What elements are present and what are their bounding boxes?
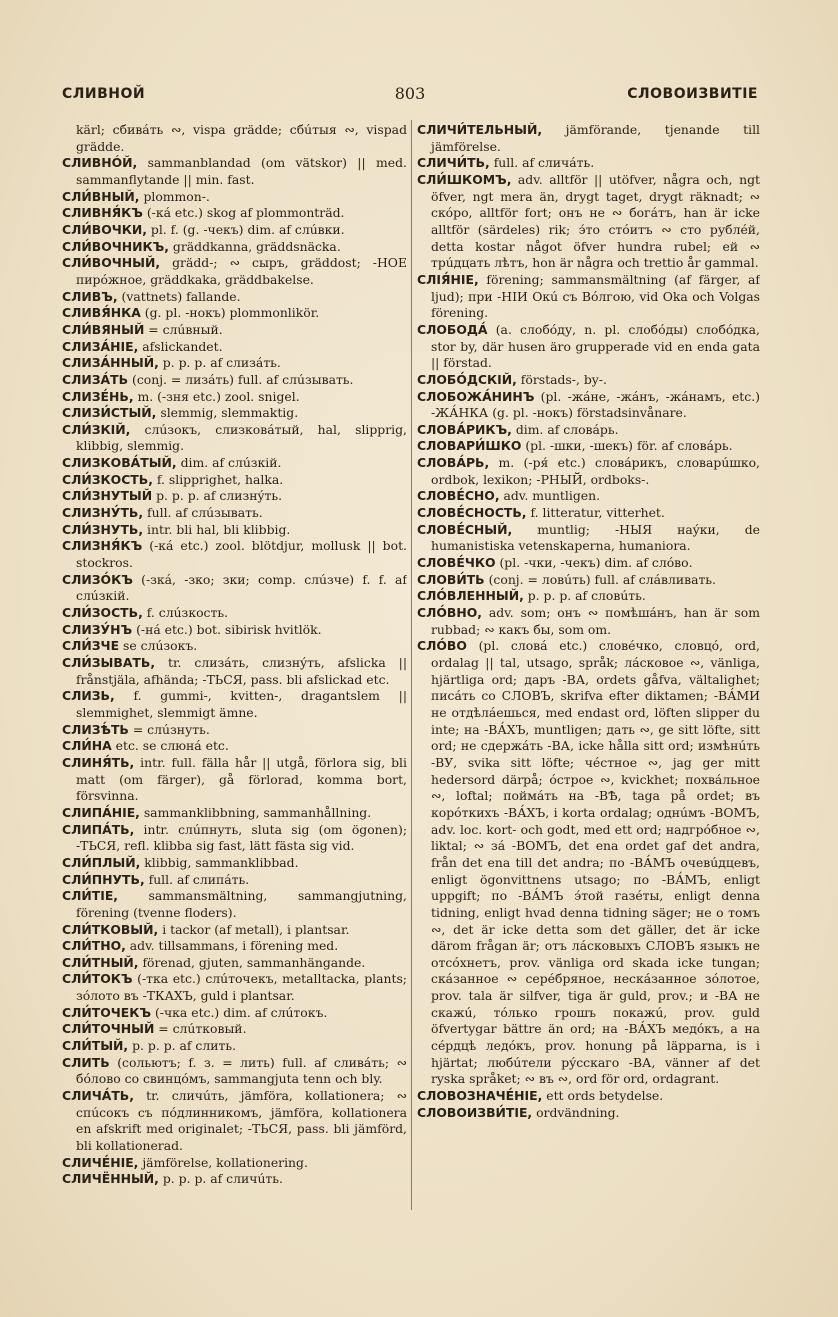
entry-headword: СЛИЗКОВА́ТЫЙ, (62, 455, 177, 471)
dictionary-entry (62, 1155, 407, 1172)
dictionary-entry (62, 722, 407, 739)
dictionary-entry (417, 572, 760, 589)
entry-headword: СЛИ́ТІЕ, (62, 888, 118, 904)
entry-definition: = слúзнуть. (132, 721, 210, 737)
dictionary-entry (62, 572, 407, 605)
dictionary-entry (62, 1171, 407, 1188)
dictionary-entry (62, 389, 407, 406)
entry-definition: förenad, gjuten, sammanhängande. (142, 954, 366, 970)
entry-definition: intr. full. fälla hår || utgå, förlora sig, bli matt (om färger), gå förlorad, komma bort, försvinna. (76, 754, 407, 804)
dictionary-entry (62, 1005, 407, 1022)
left-column (62, 122, 407, 1207)
entry-definition: p. p. p. af слизнýть. (156, 488, 283, 504)
entry-headword: СЛИ́ВНЫЙ, (62, 188, 140, 204)
entry-definition: (-чка etc.) dim. af слúтокъ. (154, 1004, 328, 1020)
dictionary-entry (417, 372, 760, 389)
entry-headword: СЛО́ВНО, (417, 605, 482, 621)
entry-headword: СЛИЧИ́ТЬ, (417, 155, 490, 171)
dictionary-entry (62, 355, 407, 372)
entry-headword: СЛИЧА́ТЬ, (62, 1088, 134, 1104)
entry-definition: (-тка etc.) слúточекъ, metalltacka, plants; зóлото въ -ТКАХЪ, guld i plantsar. (76, 971, 407, 1004)
dictionary-entry (417, 505, 760, 522)
entry-definition: grädd-; ∾ сыръ, gräddost; -НОЕ пирóжное, gräddkaka, gräddbakelse. (76, 255, 407, 287)
entry-definition: sammanblandad (om vätskor) || med. sammanflytande || min. fast. (76, 155, 407, 187)
dictionary-entry (62, 422, 407, 455)
entry-headword: СЛИНЯ́ТЬ, (62, 754, 135, 770)
dictionary-entry (417, 272, 760, 322)
entry-headword: СЛОВЕ́СНО, (417, 488, 500, 504)
entry-definition: pl. f. (g. -чекъ) dim. af слúвки. (150, 221, 345, 237)
entry-headword: СЛОВА́РИКЪ, (417, 421, 512, 437)
entry-headword: СЛИ́ВОЧКИ, (62, 221, 147, 237)
dictionary-entry (417, 172, 760, 272)
entry-headword: СЛИ́ЗОСТЬ, (62, 605, 143, 621)
entry-headword: СЛИВЯ́НКА (62, 305, 141, 321)
dictionary-entry (62, 289, 407, 306)
entry-headword: СЛИ́ПЛЫЙ, (62, 854, 141, 870)
dictionary-entry (62, 922, 407, 939)
entry-headword: СЛИЗНУ́ТЬ, (62, 505, 144, 521)
dictionary-entry (62, 738, 407, 755)
entry-definition: adv. tillsammans, i förening med. (129, 938, 339, 954)
entry-definition: se слúзокъ. (123, 638, 198, 654)
entry-headword: СЛИ́ТОКЪ (62, 971, 133, 987)
entry-headword: СЛИ́ТОЧЕКЪ (62, 1004, 151, 1020)
entry-definition: i tackor (af metall), i plantsar. (162, 921, 350, 937)
entry-definition: klibbig, sammanklibbad. (144, 854, 299, 870)
page-header (62, 84, 758, 106)
dictionary-entry (62, 372, 407, 389)
dictionary-entry (62, 605, 407, 622)
entry-headword: СЛОВЕ́СНЫЙ, (417, 521, 513, 537)
dictionary-entry (62, 339, 407, 356)
entry-definition: slemmig, slemmaktig. (160, 405, 299, 421)
entry-definition: p. p. p. af слизáть. (162, 355, 281, 371)
dictionary-entry (62, 488, 407, 505)
dictionary-entry (62, 322, 407, 339)
entry-headword: СЛИ́ЗКІЙ, (62, 421, 131, 437)
entry-definition: (conj. = ловúть) full. af слáвливать. (488, 571, 716, 587)
entry-headword: СЛИЗИ́СТЫЙ, (62, 405, 157, 421)
dictionary-entry (417, 422, 760, 439)
dictionary-entry (417, 1105, 760, 1122)
entry-definition: jämförelse, kollationering. (142, 1154, 308, 1170)
dictionary-entry (417, 638, 760, 1088)
entry-headword: СЛИ́ЗКОСТЬ, (62, 471, 153, 487)
dictionary-entry (62, 538, 407, 571)
header-left-guideword: СЛИВНОЙ (62, 86, 146, 102)
entry-headword: СЛІЯ́НІЕ, (417, 271, 479, 287)
dictionary-entry (62, 1055, 407, 1088)
entry-definition: (pl. -шки, -шекъ) för. af словáрь. (525, 438, 733, 454)
entry-headword: СЛИТЬ (62, 1054, 110, 1070)
entry-headword: СЛИ́ШКОМЪ, (417, 171, 512, 187)
dictionary-entry (417, 155, 760, 172)
entry-definition: förstads-, by-. (520, 371, 607, 387)
entry-definition: (pl. -жáне, -жáнъ, -жáнамъ, etc.) -ЖА́НКА (g. pl. -нокъ) förstadsinvånare. (431, 388, 760, 421)
entry-definition: etc. se слюнá etc. (115, 738, 229, 754)
entry-headword: СЛИ́ВЯНЫЙ (62, 321, 145, 337)
entry-headword: СЛИЗА́ННЫЙ, (62, 355, 159, 371)
entry-headword: СЛИВЪ, (62, 288, 118, 304)
entry-headword: СЛИЗА́НІЕ, (62, 338, 139, 354)
dictionary-entry (62, 805, 407, 822)
entry-headword: СЛИЧЕ́НІЕ, (62, 1154, 139, 1170)
entry-definition: full. af слипáть. (148, 871, 250, 887)
entry-definition: f. слúзкость. (146, 605, 229, 621)
entry-definition: ordvändning. (536, 1104, 620, 1120)
dictionary-entry (417, 555, 760, 572)
dictionary-entry (62, 622, 407, 639)
dictionary-entry (62, 855, 407, 872)
dictionary-entry (62, 655, 407, 688)
entry-headword: СЛИ́ТНЫЙ, (62, 954, 139, 970)
entry-headword: СЛИЗНЯ́КЪ (62, 538, 143, 554)
entry-headword: СЛИВНÓЙ, (62, 155, 138, 171)
entry-definition: full. af сличáть. (493, 155, 595, 171)
entry-headword: СЛОВА́РЬ, (417, 455, 490, 471)
dictionary-entry (62, 888, 407, 921)
entry-headword: СЛИЗУ́НЪ (62, 621, 133, 637)
entry-definition: tr. сличúть, jämföra, kollationera; ∾ спúсокъ съ пóдлинникомъ, jämföra, kollationera en afskrift med originalet; -ТЬСЯ, pass. bli jämförd, bli kollationerad. (76, 1088, 407, 1154)
entry-headword: СЛИЗЕ́НЬ, (62, 388, 134, 404)
entry-definition: (vattnets) fallande. (121, 288, 241, 304)
entry-headword: СЛИ́ЗЫВАТЬ, (62, 655, 156, 670)
entry-headword: СЛИЧЁННЫЙ, (62, 1171, 159, 1187)
entry-definition: p. p. p. af словúть. (527, 588, 646, 604)
entry-definition: f. gummi-, kvitten-, dragantslem || slemmighet, slemmigt ämne. (76, 688, 407, 720)
dictionary-entry (62, 205, 407, 222)
entry-definition: p. p. p. af слить. (132, 1038, 237, 1054)
entry-definition: (-кá etc.) skog af plommonträd. (146, 205, 345, 221)
dictionary-entry (62, 1021, 407, 1038)
entry-definition: слúзокъ, слизковáтый, hal, slipprig, klibbig, slemmig. (76, 421, 407, 454)
entry-definition: (a. слобóду, n. pl. слобóды) слобóдка, stor by, där husen äro grupperade vid en enda gata || förstad. (431, 321, 760, 371)
entry-definition: tr. слизáть, слизнýть, afslicka || frånstjäla, afhända; -ТЬСЯ, pass. bli afslickad etc. (76, 655, 407, 687)
page-number: 803 (394, 84, 426, 103)
entry-definition: f. slipprighet, halka. (156, 471, 284, 487)
entry-definition: (-кá etc.) zool. blötdjur, mollusk || bot. stockros. (76, 538, 407, 571)
dictionary-entry (62, 189, 407, 206)
entry-definition: adv. som; онъ ∾ помѣшáнъ, han är som rubbad; ∾ какъ бы, som om. (431, 605, 760, 637)
entry-headword: СЛОВЕ́СНОСТЬ, (417, 505, 527, 521)
entry-definition: sammanklibbning, sammanhållning. (143, 804, 372, 820)
column-divider (411, 120, 412, 1210)
entry-headword: СЛИ́ТНО, (62, 938, 126, 954)
entry-headword: СЛИЗО́КЪ (62, 571, 133, 587)
entry-headword: СЛИПА́НІЕ, (62, 804, 140, 820)
entry-headword: СЛИ́ПНУТЬ, (62, 871, 145, 887)
dictionary-entry (62, 155, 407, 188)
dictionary-entry (62, 938, 407, 955)
entry-definition: p. p. p. af сличúть. (162, 1171, 283, 1187)
entry-definition: = слúтковый. (158, 1021, 247, 1037)
dictionary-entry (417, 1088, 760, 1105)
dictionary-entry (62, 122, 407, 155)
dictionary-entry (417, 389, 760, 422)
entry-headword: СЛИВНЯ́КЪ (62, 205, 143, 221)
entry-headword: СЛО́ВЛЕННЫЙ, (417, 588, 524, 604)
dictionary-entry (62, 638, 407, 655)
entry-headword: СЛОБО́ДСКІЙ, (417, 371, 517, 387)
dictionary-entry (62, 222, 407, 239)
entry-headword: СЛИ́ВОЧНИКЪ, (62, 238, 169, 254)
entry-headword: СЛОВАРИ́ШКО (417, 438, 522, 454)
dictionary-entry (62, 239, 407, 256)
entry-headword: СЛИ́ЗНУТЬ, (62, 521, 144, 537)
entry-headword: СЛОВОЗНАЧЕ́НІЕ, (417, 1088, 543, 1104)
dictionary-entry (417, 588, 760, 605)
entry-headword: СЛИПА́ТЬ, (62, 821, 135, 837)
entry-definition: ett ords betydelse. (546, 1088, 664, 1104)
entry-headword: СЛИ́ВОЧНЫЙ, (62, 255, 161, 271)
entry-headword: СЛИЧИ́ТЕЛЬНЫЙ, (417, 122, 543, 137)
entry-definition: afslickandet. (142, 338, 223, 354)
dictionary-entry (62, 405, 407, 422)
dictionary-entry (417, 438, 760, 455)
entry-headword: СЛОВОИЗВИ́ТІЕ, (417, 1104, 533, 1120)
entry-definition: intr. слúпнуть, sluta sig (om ögonen); -ТЬСЯ, refl. klibba sig fast, lätt fästa sig vid. (76, 821, 407, 854)
dictionary-entry (62, 688, 407, 721)
entry-definition: = слúвный. (148, 321, 223, 337)
entry-headword: СЛОБОЖА́НИНЪ (417, 388, 535, 404)
entry-definition: m. (-зня etc.) zool. snigel. (137, 388, 300, 404)
entry-definition: kärl; сбивáть ∾, vispa grädde; сбúтыя ∾, vispad grädde. (76, 122, 407, 154)
entry-headword: СЛИ́НА (62, 738, 112, 754)
dictionary-entry (62, 755, 407, 805)
entry-definition: (-нá etc.) bot. sibirisk hvitlök. (136, 621, 322, 637)
entry-headword: СЛИ́ЗЧЕ (62, 638, 120, 654)
entry-definition: full. af слúзывать. (147, 505, 263, 521)
entry-definition: intr. bli hal, bli klibbig. (147, 521, 291, 537)
right-column (417, 122, 760, 1207)
entry-definition: f. litteratur, vitterhet. (530, 505, 665, 521)
entry-definition: m. (-ря́ etc.) словáрикъ, словарúшко, ordbok, lexikon; -РНЫЙ, ordboks-. (431, 455, 760, 487)
entry-definition: muntlig; -НЫЯ наýки, de humanistiska vetenskaperna, humaniora. (431, 521, 760, 554)
dictionary-entry (62, 971, 407, 1004)
dictionary-entry (417, 455, 760, 488)
dictionary-entry (417, 488, 760, 505)
dictionary-entry (417, 322, 760, 372)
entry-headword: СЛИ́ТЫЙ, (62, 1038, 129, 1054)
entry-definition: adv. muntligen. (503, 488, 601, 504)
dictionary-entry (62, 1088, 407, 1155)
dictionary-entry (62, 822, 407, 855)
dictionary-entry (62, 522, 407, 539)
dictionary-entry (62, 955, 407, 972)
entry-definition: (-зкá, -зко; зки; comp. слúзче) f. f. af слúзкій. (76, 571, 407, 604)
entry-headword: СЛОВЕ́ЧКО (417, 555, 496, 571)
entry-definition: (conj. = лизáть) full. af слúзывать. (132, 371, 354, 387)
entry-definition: gräddkanna, gräddsnäcka. (172, 238, 341, 254)
dictionary-entry (62, 505, 407, 522)
dictionary-entry (62, 1038, 407, 1055)
dictionary-entry (62, 305, 407, 322)
entry-headword: СЛИ́ТКОВЫЙ, (62, 921, 159, 937)
entry-definition: (pl. словá etc.) словéчко, словцó, ord, ordalag || tal, utsago, språk; лáсковое ∾, vänliga, hjärtliga ord; даръ -ВА, ordets gåfva, vältalighet; писáть со СЛОВЪ, skrifva efter diktamen; -ВА́МИ не отдѣлáешься, med endast ord, löften slipper du inte; на -ВА́ХЪ, muntligen; дать ∾, ge sitt löfte, sitt ord; не сдержáть -ВА, icke hålla sitt ord; измѣнúть -ВУ, svika sitt löfte; чéстное ∾, jag ger mitt hedersord därpå; óстрое ∾, kvickhet; похвáльное ∾, loftal; поймáть на -ВѢ, taga på ordet; въ корóткихъ -ВА́ХЪ, i korta ordalag; однúмъ -ВОМЪ, adv. loc. kort- och godt, med ett ord; надгрóбное ∾, liktal; ∾ зá -ВОМЪ, det ena ordet gaf det andra, från det ena till det andra; по -ВА́МЪ очевúдцевъ, enligt ögonvittnens utsago; по -ВА́МЪ, enligt uppgift; по -ВА́МЪ э́той газéты, enligt denna tidning, enligt hvad denna tidning säger; не о томъ ∾, det är icke detta som det gäller, det är icke därom frågan är; отъ лáсковыхъ СЛОВЪ языкъ не отсóхнетъ, prov. vänliga ord skada icke tungan; скáзанное ∾ серéбряное, нескáзанное зóлотое, prov. tala är silfver, tiga är guld, prov.; и -ВА не скажú, тóлько грошъ покажú, prov. guld öfvertygar bättre än ord; на -ВА́ХЪ медóкъ, а на сéрдцѣ ледóкъ, prov. honung på läpparna, is i hjärtat; любúтели рýсскаго -ВА, vänner af det ryska språket; ∾ въ ∾, ord för ord, ordagrant. (431, 638, 760, 1087)
entry-headword: СЛИ́ТОЧНЫЙ (62, 1021, 155, 1037)
entry-headword: СЛИЗѢ́ТЬ (62, 721, 129, 737)
entry-headword: СЛИЗЬ, (62, 688, 115, 704)
entry-headword: СЛОБОДА́ (417, 321, 488, 337)
entry-headword: СЛОВИ́ТЬ (417, 571, 485, 587)
header-right-guideword: СЛОВОИЗВИТІЕ (627, 86, 758, 102)
dictionary-entry (62, 872, 407, 889)
entry-headword: СЛИЗА́ТЬ (62, 371, 129, 387)
entry-definition: (сольютъ; f. з. = лить) full. af сливáть; ∾ бóлово со свинцóмъ, sammangjuta tenn och bly. (76, 1054, 407, 1087)
entry-definition: dim. af слúзкій. (180, 455, 282, 471)
entry-definition: adv. alltför || utöfver, några och, ngt öfver, ngt mera än, drygt taget, drygt räknadt; ∾ скóро, alltför fort; онъ не ∾ богáтъ, han är icke alltför (särdeles) rik; э́то стóитъ ∾ сто рублéй, detta kostar något öfver hundra rubel; ей ∾ трúдцать лѣтъ, hon är några och trettio år gammal. (431, 171, 760, 271)
entry-headword: СЛО́ВО (417, 638, 467, 654)
dictionary-entry (62, 455, 407, 472)
entry-definition: jämförande, tjenande till jämförelse. (431, 122, 760, 154)
dictionary-entry (417, 605, 760, 638)
dictionary-entry (417, 122, 760, 155)
entry-definition: förening; sammansmältning (af färger, af ljud); при -НІИ Окú съ Вóлгою, vid Oka och Volgas förening. (431, 271, 760, 321)
dictionary-entry (417, 522, 760, 555)
entry-definition: dim. af словáрь. (515, 421, 619, 437)
entry-definition: plommon-. (143, 188, 210, 204)
entry-definition: (pl. -чки, -чекъ) dim. af слóво. (499, 555, 693, 571)
entry-definition: sammansmältning, sammangjutning, förening (tvenne floders). (76, 888, 407, 920)
entry-headword: СЛИ́ЗНУТЫЙ (62, 488, 153, 504)
dictionary-entry (62, 472, 407, 489)
entry-definition: (g. pl. -нокъ) plommonlikör. (144, 305, 320, 321)
dictionary-entry (62, 255, 407, 288)
